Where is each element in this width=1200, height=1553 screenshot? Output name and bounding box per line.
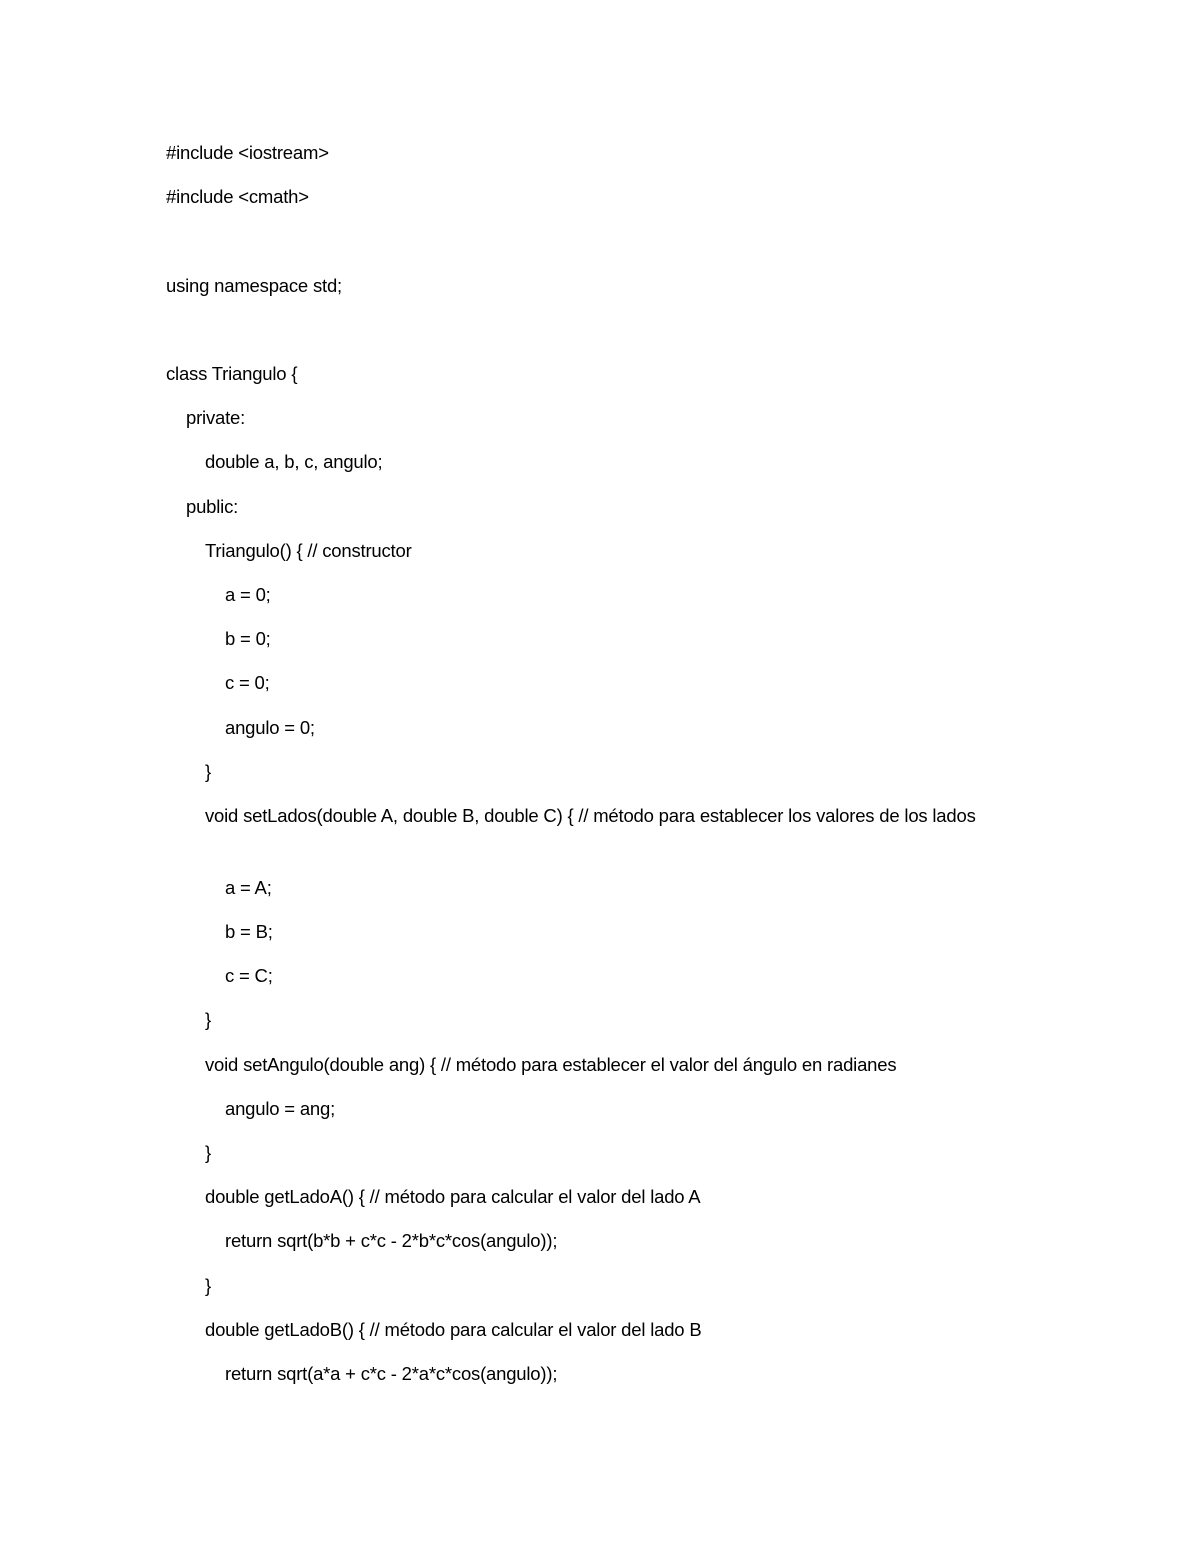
code-line: } xyxy=(205,1009,211,1030)
code-line: double a, b, c, angulo; xyxy=(205,451,383,472)
code-line: #include <iostream> xyxy=(166,142,329,163)
code-line: using namespace std; xyxy=(166,275,342,296)
code-line: a = 0; xyxy=(225,584,271,605)
code-line: b = B; xyxy=(225,921,273,942)
code-line: angulo = ang; xyxy=(225,1098,336,1119)
code-line: a = A; xyxy=(225,877,272,898)
code-line: } xyxy=(205,1142,211,1163)
code-line: double getLadoA() { // método para calcular el valor del lado A xyxy=(205,1186,701,1207)
code-line: angulo = 0; xyxy=(225,717,315,738)
code-line: c = C; xyxy=(225,965,273,986)
code-line: double getLadoB() { // método para calcular el valor del lado B xyxy=(205,1319,702,1340)
code-line: #include <cmath> xyxy=(166,186,309,207)
code-line: b = 0; xyxy=(225,628,271,649)
code-line: } xyxy=(205,761,211,782)
code-line: Triangulo() { // constructor xyxy=(205,540,412,561)
code-line: void setAngulo(double ang) { // método para establecer el valor del ángulo en radianes xyxy=(205,1054,897,1075)
code-line: class Triangulo { xyxy=(166,363,298,384)
code-line: return sqrt(b*b + c*c - 2*b*c*cos(angulo)); xyxy=(225,1230,558,1251)
code-line: c = 0; xyxy=(225,672,270,693)
code-line: private: xyxy=(186,407,246,428)
code-line: return sqrt(a*a + c*c - 2*a*c*cos(angulo)); xyxy=(225,1363,558,1384)
code-line: public: xyxy=(186,496,239,517)
code-line: } xyxy=(205,1275,211,1296)
code-line: void setLados(double A, double B, double C) { // método para establecer los valores de los lados xyxy=(205,805,976,826)
